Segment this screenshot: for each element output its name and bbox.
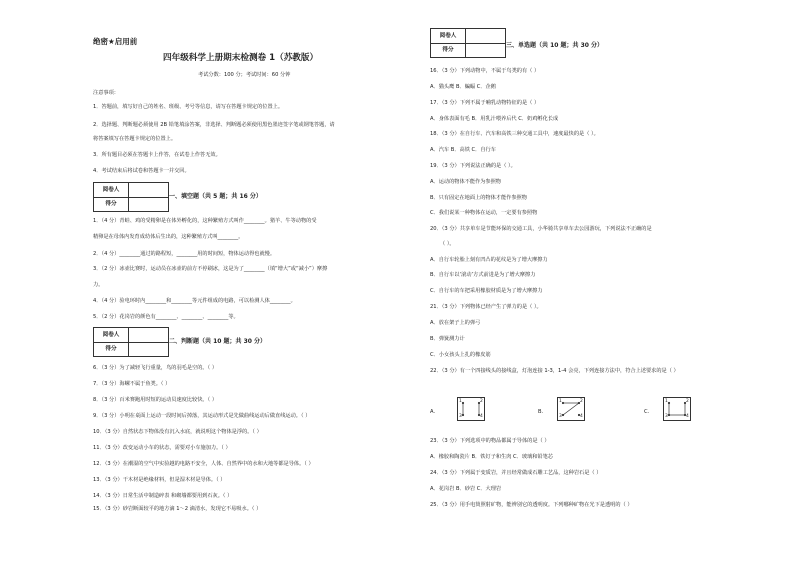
section-fill-title: 一、填空题（共 5 题；共 16 分） — [169, 193, 262, 200]
question-line: 精卵是在母体内发育成幼体后生出的，这种繁殖方式叫________。 — [93, 234, 244, 240]
grader-box — [93, 327, 169, 357]
section-choice-title: 三、单选题（共 10 题；共 30 分） — [506, 42, 604, 49]
option-line: A．运动的物体不能作为参照物 — [430, 179, 501, 185]
question-line: 17．（3 分）下列不属于哺乳动物特征的是（ ） — [430, 100, 540, 106]
option-line: A．猫头鹰 B．蝙蝠 C．企鹅 — [430, 84, 496, 90]
notes-heading: 注意事项： — [93, 90, 119, 96]
figure-label-b: B. — [538, 409, 544, 415]
option-line: C．我们说某一种物体在运动，一定要有参照物 — [430, 210, 538, 216]
grader-reviewer: 阅卷人 — [94, 328, 129, 343]
grader-score: 得分 — [94, 342, 129, 356]
grader-reviewer: 阅卷人 — [431, 29, 466, 44]
exam-title: 四年级科学上册期末检测卷 1（苏教版） — [163, 53, 319, 63]
exam-meta: 考试分数：100 分；考试时间：60 分钟 — [198, 72, 291, 78]
option-line: A．橡胶和陶瓷片 B．铁钉子和生肉 C．玻璃和铅笔芯 — [430, 454, 553, 460]
option-line: C．自行车的车把采用橡胶材质是为了增大摩擦力 — [430, 288, 543, 294]
terminal-label: 1 — [665, 399, 668, 404]
terminal-label: 2 — [580, 399, 583, 404]
question-line: 25．（3 分）用手电筒照射矿物，能辨别它的透明度。下列哪种矿物在光下是透明的（ ） — [430, 502, 633, 508]
secret-label: 绝密★启用前 — [93, 37, 138, 46]
question-line: 14．（3 分）日常生活中制造碎表 和砌墙都要用到石灰。（ ） — [93, 493, 233, 499]
option-line: A．花岗岩 B．砂岩 C．大理岩 — [430, 486, 502, 492]
question-line: 15．（3 分）砂岩断面较平的地方滴 1～2 滴清水，发现它不易吸水。（ ） — [93, 506, 262, 512]
option-line: B．自行车以‘滚动’方式前进是为了增大摩擦力 — [430, 272, 536, 278]
note-line: 4．考试结束后将试卷和答题卡一并交回。 — [93, 168, 190, 174]
option-line: A．汽车 B．高铁 C．自行车 — [430, 147, 496, 153]
question-line: 24．（3 分）下列属于变质岩，并且经常做成石雕工艺品，这种岩石是（ ） — [430, 470, 602, 476]
question-line: 3．（2 分）冰壶比赛时，运动员在冰壶的前方不停刷冰，这是为了________（填“增大”或“减小”）摩擦 — [93, 266, 328, 272]
question-line: 18．（3 分）在自行车、汽车和高铁三种交通工具中，速度最快的是（ ）。 — [430, 131, 599, 137]
note-line: 2．选择题、判断题必须使用 2B 铅笔填涂答案，非选择、判断题必须使用黑色墨迹签字笔或钢笔答题，请 — [93, 122, 335, 128]
question-line: 力。 — [93, 282, 104, 288]
question-line: 19．（3 分）下列说法正确的是（ ）。 — [430, 163, 516, 169]
grader-box — [430, 28, 506, 58]
terminal-label: 3 — [559, 414, 562, 419]
question-line: 2．（4 分）________通过的路程短，________用的时间短，物体运动得也就慢。 — [93, 251, 276, 257]
option-line: A．自行车轮胎上刻有凹凸的花纹是为了增大摩擦力 — [430, 257, 548, 263]
note-line: 将答案填写在答题卡规定的位置上。 — [93, 136, 177, 142]
question-line: 16．（3 分）下列动物中，不属于鸟类的有（ ） — [430, 68, 540, 74]
terminal-label: 2 — [480, 399, 483, 404]
question-line: 20．（3 分）共享单车是节能环保的交通工具，小华骑共享单车去公园游玩，下列说法不正确的是 — [430, 226, 652, 232]
section-judge-title: 二、判断题（共 10 题；共 30 分） — [169, 338, 267, 345]
option-line: B．只有固定在地面上的物体才能作参照物 — [430, 195, 527, 201]
question-line: 10．（3 分）自然状态下物体没有沉入水底，就说明这个物体是浮的。（ ） — [93, 429, 262, 435]
option-line: A．身体表面有毛 B．用乳汁喂养后代 C．奶鸡孵化长成 — [430, 116, 559, 122]
note-line: 3．所有题目必须在答题卡上作答，在试卷上作答无效。 — [93, 152, 221, 158]
grader-reviewer: 阅卷人 — [94, 183, 129, 198]
terminal-label: 3 — [665, 414, 668, 419]
note-line: 1．答题前，填写好自己的姓名、班级、考号等信息，请写在答题卡规定的位置上。 — [93, 104, 284, 110]
circuit-figure-a — [457, 397, 485, 421]
terminal-label: 2 — [686, 399, 689, 404]
option-line: C．小女孩头上扎的橡皮筋 — [430, 352, 491, 358]
grader-score: 得分 — [431, 43, 466, 57]
question-line: 21．（3 分）下列物体已经产生了弹力的是（ ）。 — [430, 304, 542, 310]
grader-score: 得分 — [94, 197, 129, 211]
figure-label-c: C. — [644, 409, 650, 415]
terminal-label: 1 — [559, 399, 562, 404]
question-line: 1．（4 分）青蛙、鸡的受精卵是在体外孵化的，这种繁殖方式叫作________。猪羊、牛等动物的受 — [93, 218, 317, 224]
question-line: 11．（3 分）改变运动小车的状态，需要对小车施加力。（ ） — [93, 445, 231, 451]
question-line: 4．（4 分）验电环时内________和________等元件组成的电路，可以检测人体________。 — [93, 298, 296, 304]
question-line: 7．（3 分）海螺不属于鱼类。（ ） — [93, 381, 171, 387]
circuit-figure-c — [663, 397, 691, 421]
terminal-label: 4 — [686, 414, 689, 419]
option-line: B．弹簧测力计 — [430, 336, 465, 342]
question-line: 6．（3 分）为了减轻飞行重量，鸟的羽毛是空的。（ ） — [93, 365, 218, 371]
question-line: 9．（3 分）小明在桌面上运动一段时间后掉落，其运动形式是先做曲线运动后做直线运动。（ ） — [93, 413, 311, 419]
option-line: A．放在架子上的弹弓 — [430, 320, 481, 326]
question-line: 22．（3 分）有一个四接线头的接线盒，灯泡连接 1-3，1-4 会亮，下列连接方法中，符合上述要求的是（ ） — [430, 368, 679, 374]
question-line: 12．（3 分）在潮湿的空气中实验越的电路不安全，人体、自然界中的水和大地等都是导体。（ ） — [93, 461, 314, 467]
question-line: 5．（2 分）花岗岩的颜色有________、________、________等。 — [93, 314, 239, 320]
question-line: 8．（3 分）百米赛跑用时短的运动员速度比较快。（ ） — [93, 397, 218, 403]
question-line: （ ）。 — [440, 241, 455, 247]
terminal-label: 3 — [459, 414, 462, 419]
circuit-figure-b — [557, 397, 585, 421]
question-line: 23．（3 分）下列选项中的物品都属于导体的是（ ） — [430, 438, 550, 444]
terminal-label: 4 — [480, 414, 483, 419]
figure-label-a: A. — [430, 409, 436, 415]
terminal-label: 4 — [580, 414, 583, 419]
grader-box — [93, 182, 169, 212]
question-line: 13．（3 分）干木材是绝缘材料，但是湿木材是导体。（ ） — [93, 477, 226, 483]
terminal-label: 1 — [459, 399, 462, 404]
